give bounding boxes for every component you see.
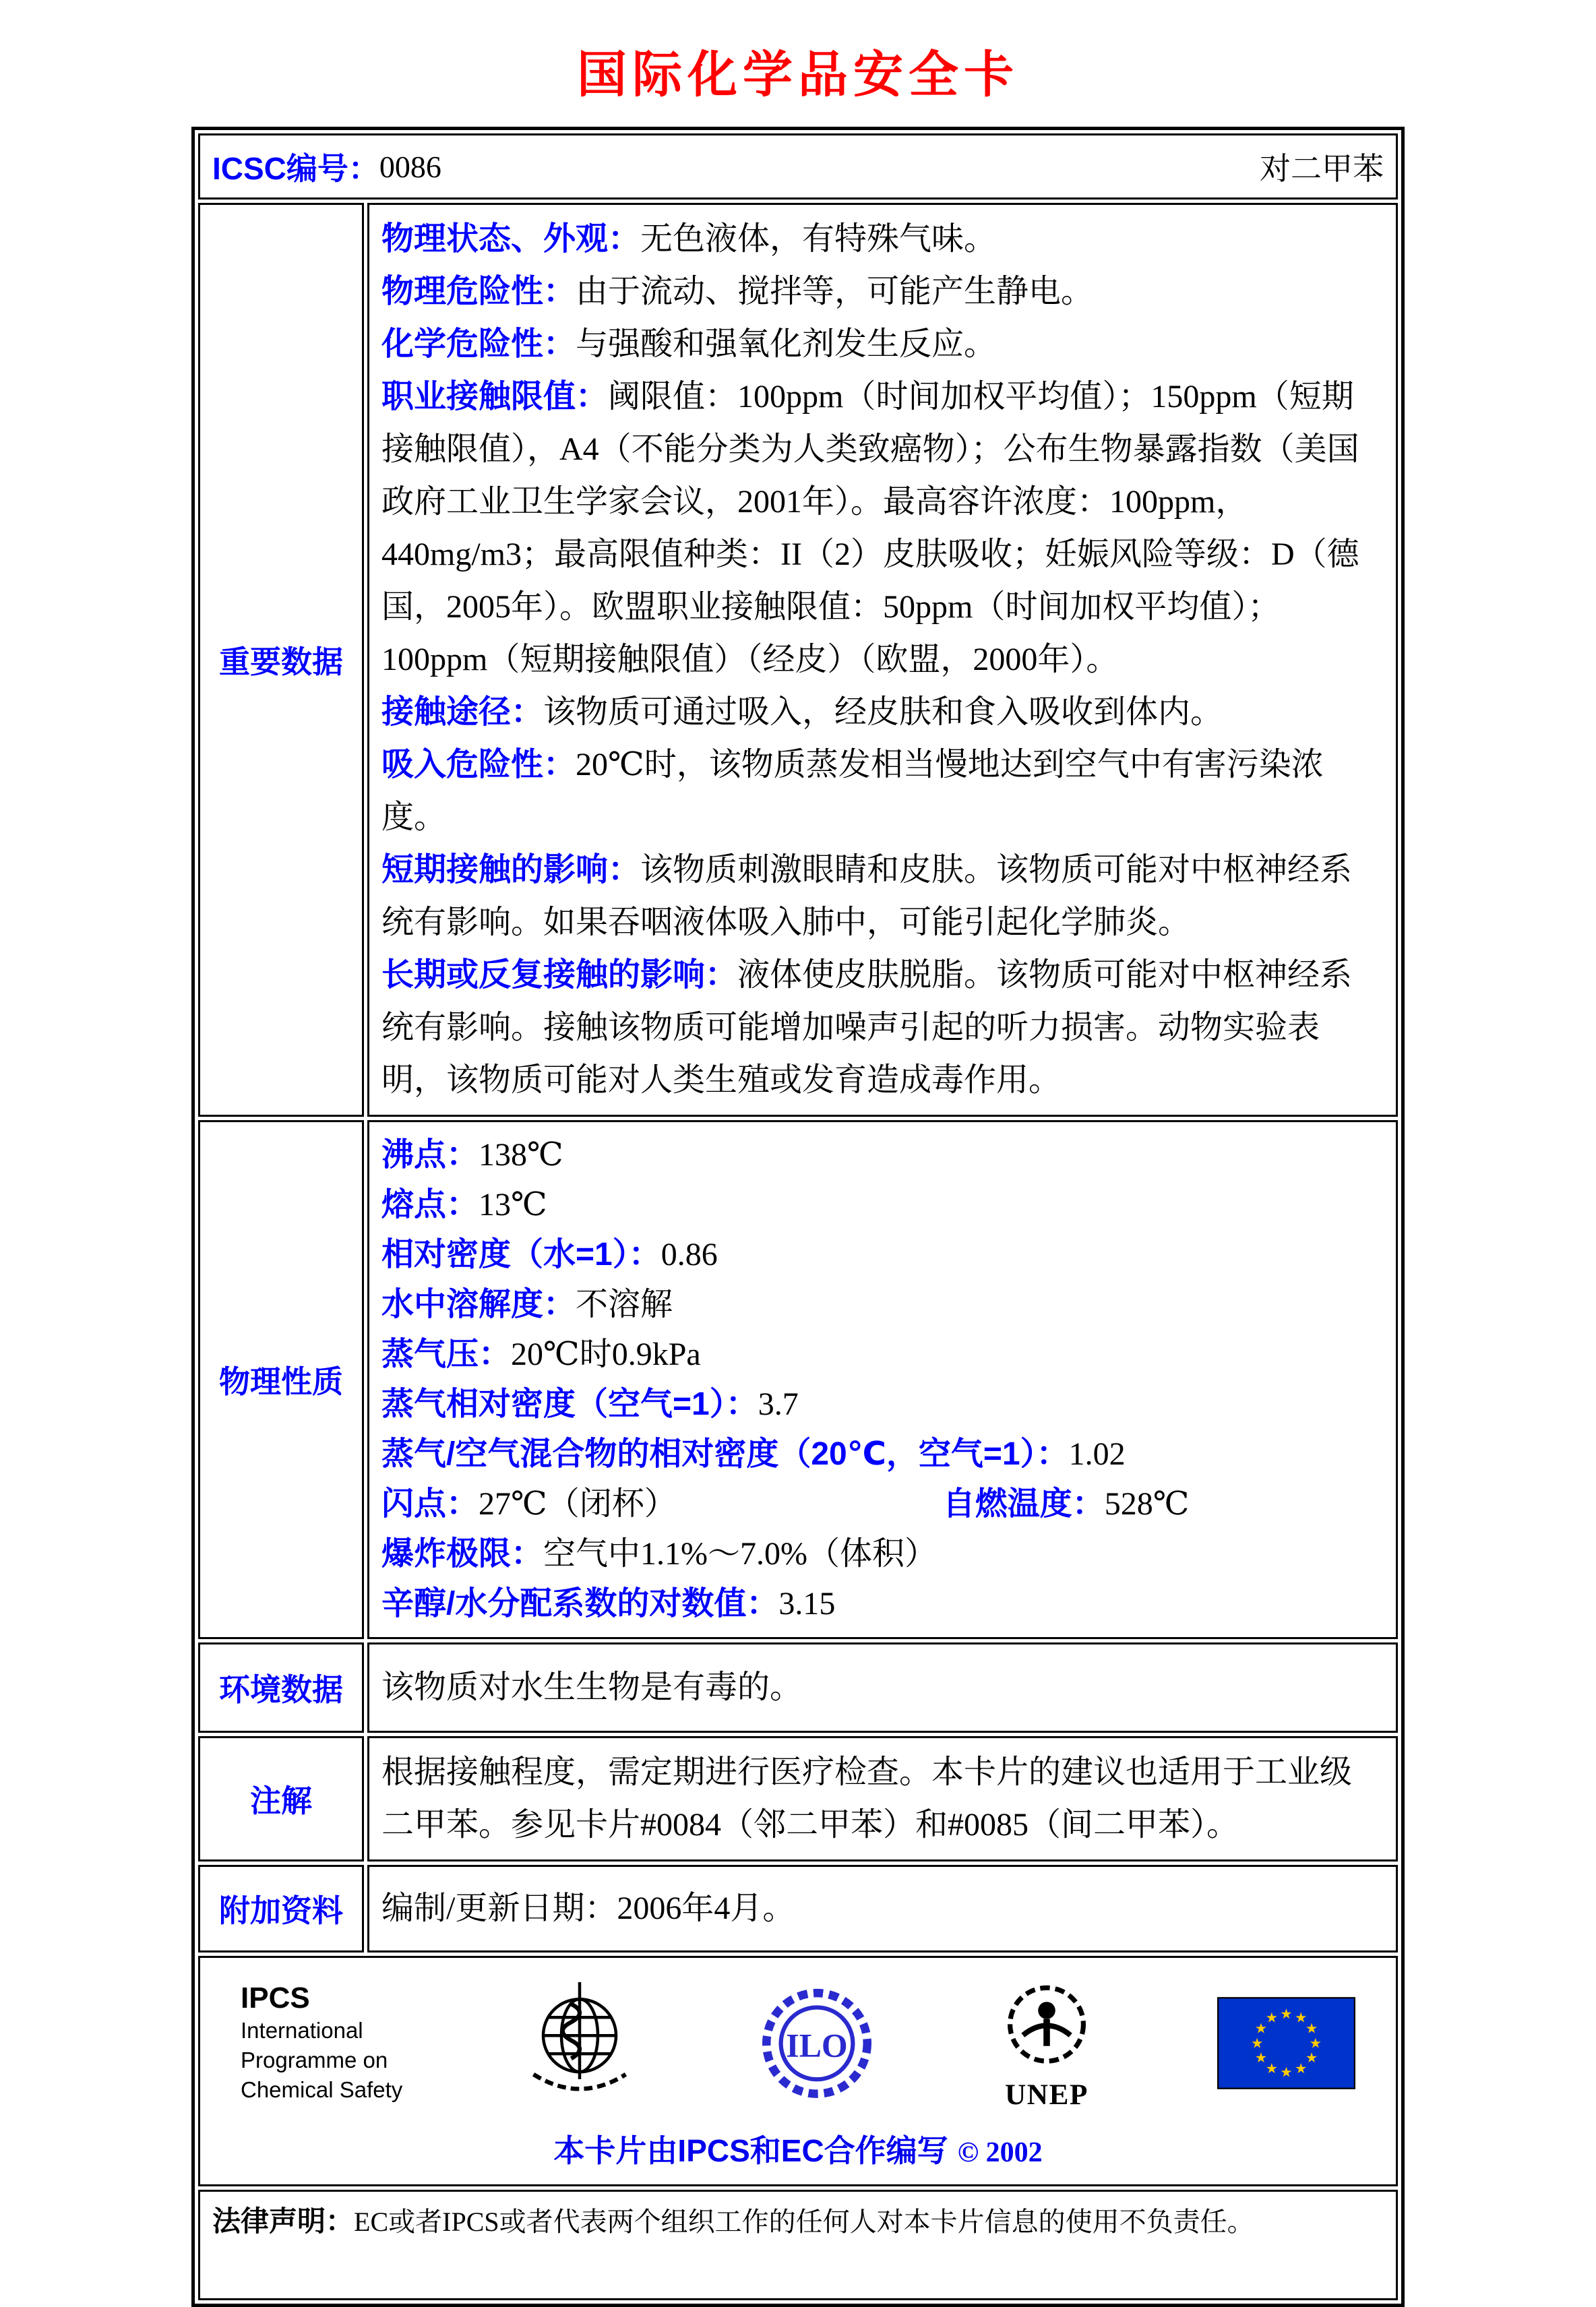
ipcs-title: IPCS [241, 1981, 310, 2014]
ilo-logo-icon [757, 1979, 877, 2107]
data-item: 接触途径：该物质可通过吸入，经皮肤和食入吸收到体内。 [381, 694, 1223, 730]
svg-text:★: ★ [1280, 2064, 1293, 2081]
legal-row [198, 2190, 1398, 2300]
section-label-physical-properties: 物理性质 [198, 1120, 364, 1639]
important-data-content [367, 203, 1398, 1117]
data-item: 蒸气压：20℃时0.9kPa [381, 1336, 701, 1372]
section-label-important-data: 重要数据 [198, 203, 364, 1117]
svg-text:★: ★ [1250, 2034, 1264, 2051]
section-label-environmental-data: 环境数据 [198, 1642, 364, 1733]
flash-point-value: 27℃（闭杯） [479, 1486, 677, 1522]
data-item: 蒸气相对密度（空气=1）：3.7 [381, 1386, 799, 1422]
who-logo-icon [519, 1977, 640, 2109]
chemical-name: 对二甲苯 [1260, 152, 1384, 186]
logos-row [198, 1956, 1398, 2186]
data-item: 短期接触的影响：该物质刺激眼睛和皮肤。该物质可能对中枢神经系统有影响。如果吞咽液体吸入肺中，可能引起化学肺炎。 [381, 852, 1353, 940]
cooperation-caption: 本卡片由IPCS和EC合作编写 [553, 2133, 948, 2168]
svg-text:★: ★ [1280, 2005, 1293, 2022]
svg-text:★: ★ [1254, 2020, 1268, 2037]
physical-properties-row [198, 1120, 1398, 1639]
svg-text:★: ★ [1305, 2049, 1318, 2066]
data-item: 辛醇/水分配系数的对数值：3.15 [381, 1586, 836, 1622]
data-item: 蒸气/空气混合物的相对密度（20℃，空气=1）：1.02 [381, 1436, 1126, 1472]
data-item: 化学危险性：与强酸和强氧化剂发生反应。 [381, 326, 997, 362]
icsc-number-value: 0086 [379, 149, 441, 184]
flash-point-key: 闪点： [381, 1486, 479, 1522]
section-label-additional-info: 附加资料 [198, 1865, 364, 1952]
svg-text:ILO: ILO [785, 2027, 848, 2064]
svg-text:★: ★ [1294, 2009, 1308, 2026]
data-item: 相对密度（水=1）：0.86 [381, 1237, 718, 1272]
svg-text:★: ★ [1265, 2009, 1279, 2026]
footer-caption [220, 2126, 1376, 2171]
data-item: 物理危险性：由于流动、搅拌等，可能产生静电。 [381, 274, 1094, 309]
notes-row [198, 1736, 1398, 1862]
important-data-row [198, 203, 1398, 1117]
page-title: 国际化学品安全卡 [577, 48, 1019, 103]
ipcs-text-block: IPCS International Programme on Chemical Safety [241, 1981, 403, 2102]
data-item: 长期或反复接触的影响：液体使皮肤脱脂。该物质可能对中枢神经系统有影响。接触该物质可能增加噪声引起的听力损害。动物实验表明，该物质可能对人类生殖或发育造成毒作用。 [381, 957, 1353, 1098]
svg-text:★: ★ [1265, 2060, 1279, 2077]
legal-notice-label: 法律声明： [212, 2205, 355, 2237]
environmental-data-content: 该物质对水生生物是有毒的。 [367, 1642, 1398, 1733]
additional-info-row [198, 1865, 1398, 1952]
svg-text:★: ★ [1254, 2049, 1268, 2066]
notes-content: 根据接触程度，需定期进行医疗检查。本卡片的建议也适用于工业级二甲苯。参见卡片#0084（邻二甲苯）和#0085（间二甲苯）。 [367, 1736, 1398, 1862]
data-item: 职业接触限值：阈限值：100ppm（时间加权平均值）；150ppm（短期接触限值），A4（不能分类为人类致癌物）；公布生物暴露指数（美国政府工业卫生学家会议，2001年）。最高容许浓度：100ppm，440mg/m3；最高限值种类：II（2）皮肤吸收；妊娠风险等级：D（德国，2005年）。欧盟职业接触限值：50ppm（时间加权平均值）；100ppm（短期接触限值）（经皮）（欧盟，2000年）。 [381, 379, 1359, 677]
eu-flag-icon [1217, 1997, 1355, 2089]
data-item: 爆炸极限：空气中1.1%～7.0%（体积） [381, 1536, 937, 1572]
svg-text:★: ★ [1305, 2020, 1318, 2037]
additional-info-content: 编制/更新日期：2006年4月。 [367, 1865, 1398, 1952]
data-item: 吸入危险性：20℃时，该物质蒸发相当慢地达到空气中有害污染浓度。 [381, 747, 1324, 835]
data-item: 熔点：13℃ [381, 1187, 547, 1223]
unep-logo-icon [993, 1974, 1101, 2112]
legal-notice-text: EC或者IPCS或者代表两个组织工作的任何人对本卡片信息的使用不负责任。 [354, 2207, 1254, 2237]
physical-properties-content [367, 1120, 1398, 1639]
svg-text:★: ★ [1309, 2034, 1322, 2051]
auto-ignition-value: 528℃ [1104, 1486, 1190, 1522]
section-label-notes: 注解 [198, 1736, 364, 1862]
svg-text:UNEP: UNEP [1005, 2079, 1089, 2112]
data-item: 沸点：138℃ [381, 1137, 563, 1173]
copyright-text: © 2002 [957, 2137, 1043, 2168]
header-row [198, 133, 1398, 199]
icsc-card-table [191, 127, 1405, 2307]
environmental-data-row [198, 1642, 1398, 1733]
icsc-number-label: ICSC编号： [212, 151, 379, 186]
svg-text:★: ★ [1294, 2060, 1308, 2077]
data-item: 水中溶解度：不溶解 [381, 1287, 673, 1322]
data-item: 物理状态、外观：无色液体，有特殊气味。 [381, 221, 997, 257]
auto-ignition-key: 自燃温度： [942, 1486, 1105, 1522]
flash-point-line [381, 1479, 1384, 1529]
